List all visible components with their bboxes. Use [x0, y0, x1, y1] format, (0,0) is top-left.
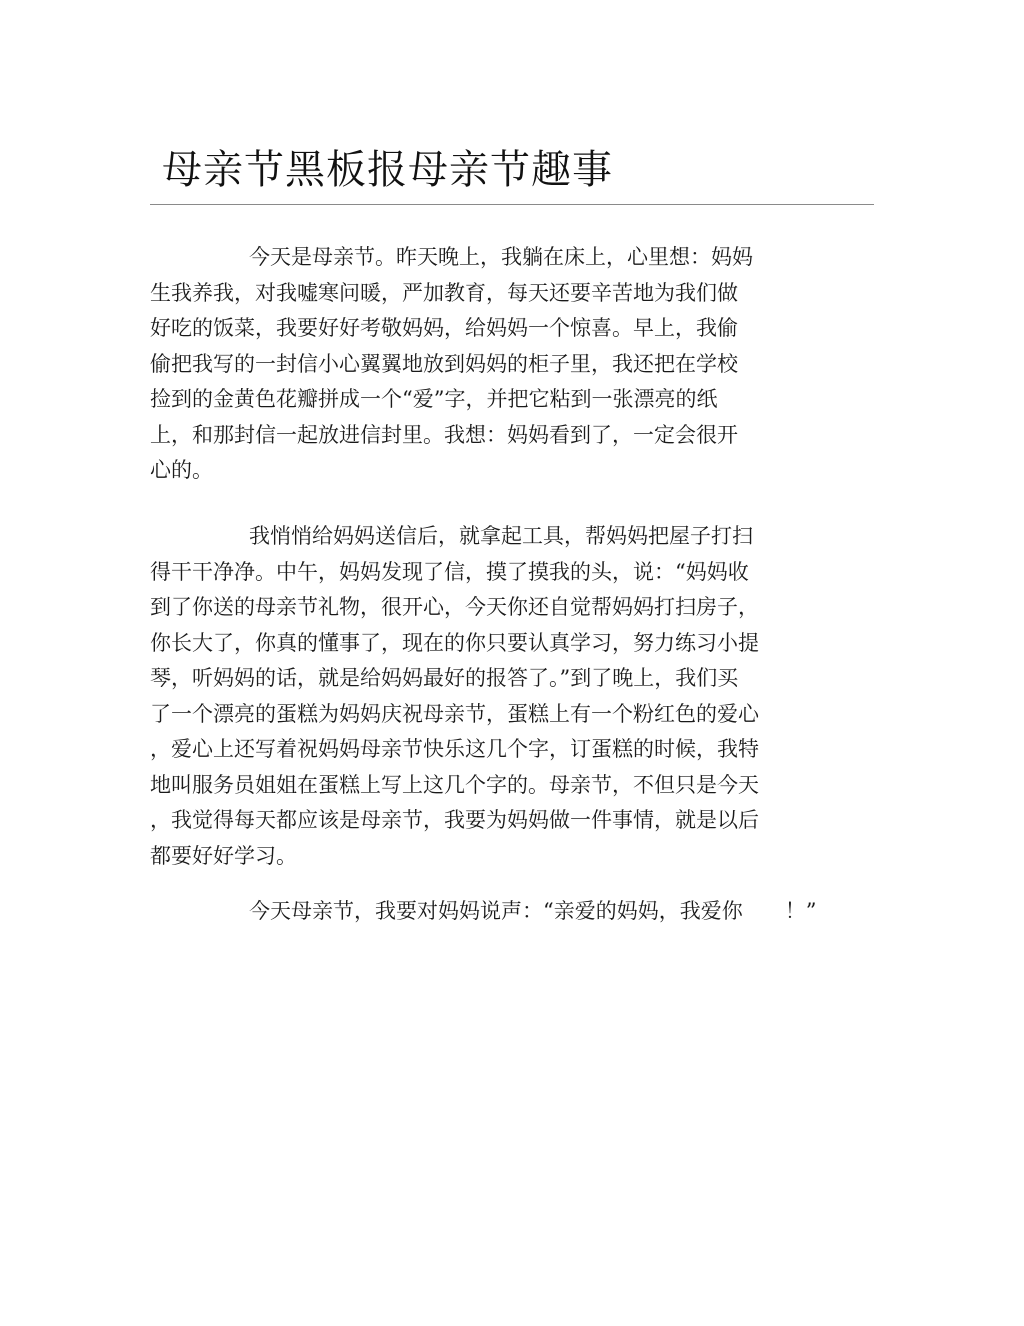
- paragraph-3: [150, 894, 816, 930]
- paragraph-line: ，我觉得每天都应该是母亲节，我要为妈妈做一件事情，就是以后: [150, 808, 759, 832]
- paragraph-line: 到了你送的母亲节礼物，很开心，今天你还自觉帮妈妈打扫房子，: [150, 595, 759, 619]
- paragraph-line: 今天母亲节，我要对妈妈说声：“亲爱的妈妈，我爱你 ！”: [249, 899, 817, 923]
- paragraph-line: 今天是母亲节。昨天晚上，我躺在床上，心里想：妈妈: [249, 245, 753, 269]
- paragraph-line: 我悄悄给妈妈送信后，就拿起工具，帮妈妈把屋子打扫: [249, 524, 753, 548]
- paragraph-line: 都要好好学习。: [150, 843, 297, 868]
- title-divider: [150, 204, 874, 205]
- paragraph-line: ，爱心上还写着祝妈妈母亲节快乐这几个字，订蛋糕的时候，我特: [150, 737, 759, 761]
- paragraph-line: 上，和那封信一起放进信封里。我想：妈妈看到了，一定会很开: [150, 422, 738, 447]
- paragraph-line: 好吃的饭菜，我要好好考敬妈妈，给妈妈一个惊喜。早上，我偷: [150, 316, 738, 340]
- paragraph-2: [150, 519, 759, 874]
- paragraph-line: 琴，听妈妈的话，就是给妈妈最好的报答了。”到了晚上，我们买: [150, 666, 739, 690]
- paragraph-line: 得干干净净。中午，妈妈发现了信，摸了摸我的头，说：“妈妈收: [150, 559, 749, 584]
- paragraph-line: 心的。: [150, 458, 213, 482]
- paragraph-line: 地叫服务员姐姐在蛋糕上写上这几个字的。母亲节，不但只是今天: [150, 772, 759, 797]
- paragraph-line: 了一个漂亮的蛋糕为妈妈庆祝母亲节，蛋糕上有一个粉红色的爱心: [150, 701, 759, 726]
- paragraph-line: 捡到的金黄色花瓣拼成一个“爱”字，并把它粘到一张漂亮的纸: [150, 387, 718, 411]
- paragraph-1: [150, 240, 753, 489]
- paragraph-line: 你长大了，你真的懂事了，现在的你只要认真学习，努力练习小提: [150, 630, 759, 655]
- paragraph-line: 偷把我写的一封信小心翼翼地放到妈妈的柜子里，我还把在学校: [150, 351, 738, 376]
- paragraph-line: 生我养我，对我嘘寒问暖，严加教育，每天还要辛苦地为我们做: [150, 280, 738, 305]
- document-title: 母亲节黑板报母亲节趣事: [162, 147, 613, 193]
